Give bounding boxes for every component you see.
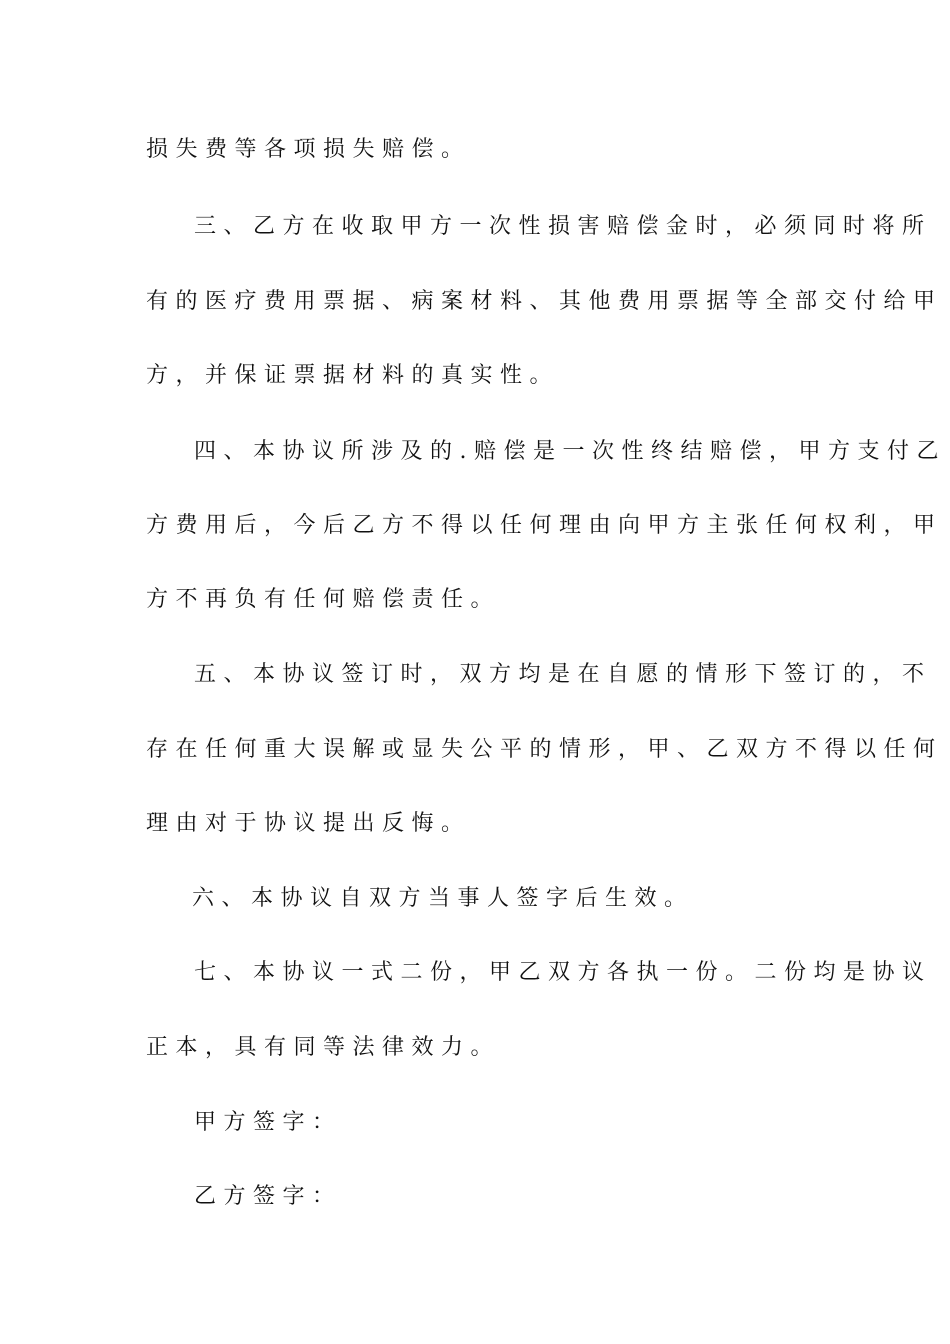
clause-6: 六、本协议自双方当事人签字后生效。 [192, 886, 694, 911]
clause-3-line-1: 三、乙方在收取甲方一次性损害赔偿金时，必须同时将所 [194, 214, 932, 239]
party-b-signature-label: 乙方签字： [194, 1184, 342, 1209]
clause-3-line-3: 方，并保证票据材料的真实性。 [146, 363, 560, 388]
clause-5-line-3: 理由对于协议提出反悔。 [146, 811, 471, 836]
clause-4-line-1: 四、本协议所涉及的.赔偿是一次性终结赔偿，甲方支付乙 [194, 439, 946, 464]
clause-3-line-2: 有的医疗费用票据、病案材料、其他费用票据等全部交付给甲 [146, 289, 943, 314]
party-a-signature-label: 甲方签字： [194, 1110, 342, 1135]
clause-7-line-2: 正本，具有同等法律效力。 [146, 1035, 501, 1060]
clause-7-line-1: 七、本协议一式二份，甲乙双方各执一份。二份均是协议 [194, 960, 932, 985]
clause-5-line-2: 存在任何重大误解或显失公平的情形，甲、乙双方不得以任何 [146, 737, 943, 762]
clause-4-line-2: 方费用后，今后乙方不得以任何理由向甲方主张任何权利，甲 [146, 513, 943, 538]
paragraph-2-end: 损失费等各项损失赔偿。 [146, 137, 471, 162]
clause-5-line-1: 五、本协议签订时，双方均是在自愿的情形下签订的，不 [194, 662, 932, 687]
clause-4-line-3: 方不再负有任何赔偿责任。 [146, 587, 501, 612]
